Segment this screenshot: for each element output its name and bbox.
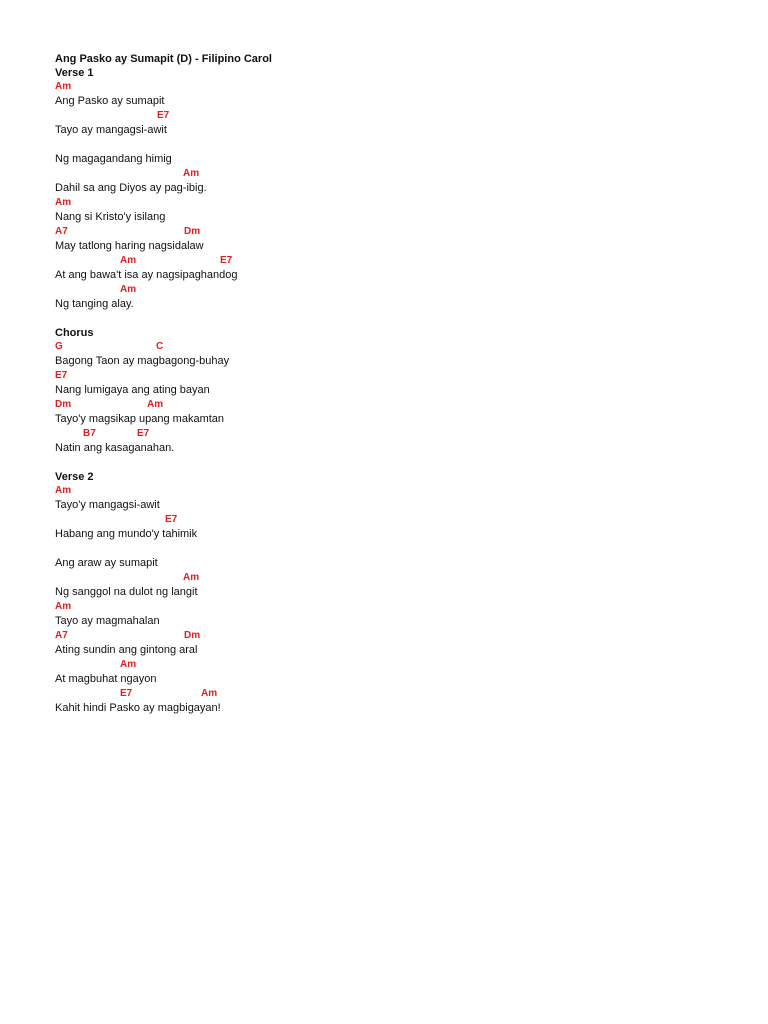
chord-symbol: Dm (184, 226, 201, 237)
section-spacer (55, 312, 735, 326)
chord-symbol: Am (120, 659, 137, 670)
chord-row (55, 484, 735, 497)
lyric-line: Kahit hindi Pasko ay magbigayan! (55, 702, 221, 714)
lyric-line: Dahil sa ang Diyos ay pag-ibig. (55, 182, 207, 194)
chord-row (55, 542, 735, 555)
chord-row (55, 571, 735, 584)
chord-symbol: A7 (55, 630, 68, 641)
chord-row (55, 80, 735, 93)
chord-symbol: Am (183, 168, 200, 179)
chord-symbol: Am (147, 399, 164, 410)
lyric-line: Tayo ay magmahalan (55, 615, 160, 627)
chord-row (55, 658, 735, 671)
chord-symbol: Am (120, 255, 137, 266)
chord-symbol: E7 (120, 688, 133, 699)
chord-symbol: E7 (165, 514, 178, 525)
chord-row (55, 629, 735, 642)
section-heading: Chorus (55, 327, 94, 339)
chord-symbol: Am (201, 688, 218, 699)
lyric-line: At ang bawa't isa ay nagsipaghandog (55, 269, 238, 281)
song-section (55, 66, 735, 312)
lyric-line: May tatlong haring nagsidalaw (55, 240, 204, 252)
lyric-line: At magbuhat ngayon (55, 673, 157, 685)
chord-row (55, 225, 735, 238)
chord-symbol: B7 (83, 428, 96, 439)
chord-row (55, 369, 735, 382)
lyric-line: Ang araw ay sumapit (55, 557, 158, 569)
chord-row (55, 254, 735, 267)
chord-row (55, 283, 735, 296)
lyric-line: Ng tanging alay. (55, 298, 134, 310)
chord-symbol: Dm (55, 399, 72, 410)
song-sections (55, 66, 735, 716)
chord-symbol: E7 (55, 370, 68, 381)
song-section (55, 326, 735, 456)
lyric-line: Nang si Kristo'y isilang (55, 211, 166, 223)
lyric-line: Tayo ay mangagsi-awit (55, 124, 167, 136)
chord-symbol: Am (55, 197, 72, 208)
chord-row (55, 427, 735, 440)
chord-symbol: Am (55, 601, 72, 612)
chord-symbol: Am (120, 284, 137, 295)
section-heading: Verse 2 (55, 471, 94, 483)
chord-row (55, 600, 735, 613)
chord-row (55, 167, 735, 180)
chord-row (55, 138, 735, 151)
chord-symbol: Dm (184, 630, 201, 641)
lyric-line: Tayo'y magsikap upang makamtan (55, 413, 225, 425)
section-heading: Verse 1 (55, 67, 94, 79)
chord-symbol: C (156, 341, 164, 352)
song-section (55, 470, 735, 716)
chord-symbol: Am (55, 485, 72, 496)
chord-row (55, 687, 735, 700)
chord-row (55, 109, 735, 122)
lyric-line: Ang Pasko ay sumapit (55, 95, 165, 107)
chord-symbol: E7 (220, 255, 233, 266)
lyric-line: Bagong Taon ay magbagong-buhay (55, 355, 230, 367)
lyric-line: Nang lumigaya ang ating bayan (55, 384, 210, 396)
chord-row (55, 513, 735, 526)
chord-symbol: A7 (55, 226, 68, 237)
lyric-line: Ating sundin ang gintong aral (55, 644, 198, 656)
chord-row (55, 398, 735, 411)
lyric-line: Natin ang kasaganahan. (55, 442, 175, 454)
chord-symbol: G (55, 341, 63, 352)
lyric-line: Habang ang mundo'y tahimik (55, 528, 198, 540)
chord-symbol: E7 (137, 428, 150, 439)
lyric-line: Tayo'y mangagsi-awit (55, 499, 160, 511)
chord-symbol: E7 (157, 110, 170, 121)
song-sheet (55, 52, 735, 716)
chord-row (55, 196, 735, 209)
lyric-line: Ng sanggol na dulot ng langit (55, 586, 198, 598)
lyric-line: Ng magagandang himig (55, 153, 172, 165)
song-title: Ang Pasko ay Sumapit (D) - Filipino Carol (55, 53, 272, 65)
chord-row (55, 340, 735, 353)
chord-symbol: Am (55, 81, 72, 92)
section-spacer (55, 456, 735, 470)
chord-symbol: Am (183, 572, 200, 583)
